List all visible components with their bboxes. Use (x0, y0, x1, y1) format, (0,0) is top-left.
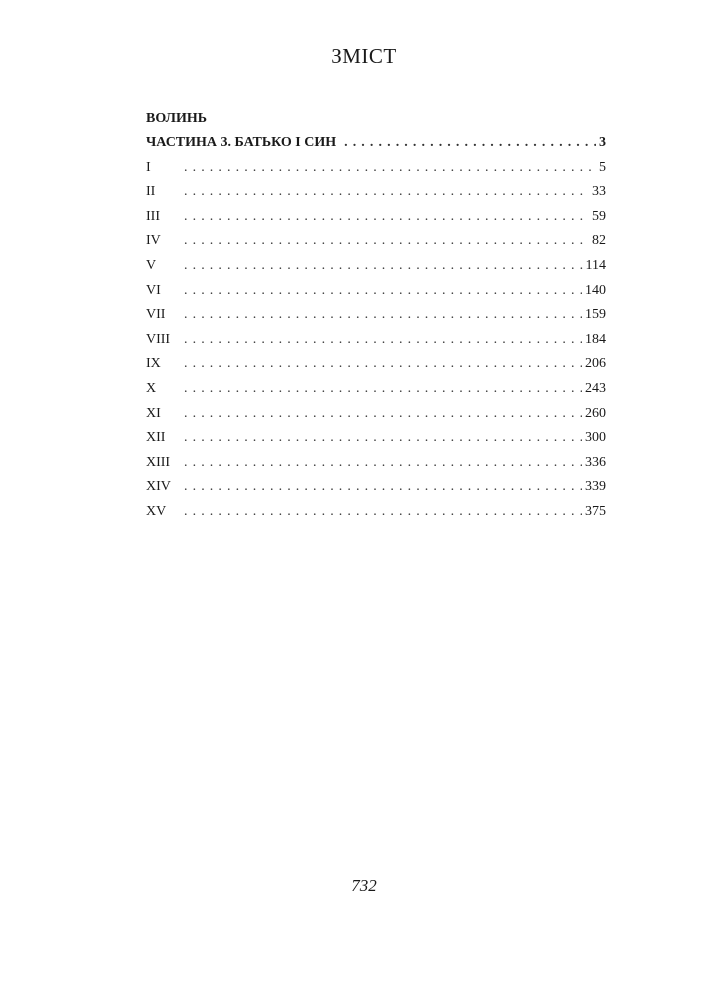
dot-leader (184, 303, 582, 328)
book-title: ВОЛИНЬ (146, 111, 207, 126)
dot-leader (184, 377, 582, 402)
toc-chapter-page: 82 (589, 229, 606, 254)
page-number: 732 (351, 876, 377, 895)
toc-chapter-label: I (146, 159, 151, 175)
toc-chapter-entry[interactable] (146, 402, 606, 427)
dot-leader (344, 131, 596, 156)
toc-chapter-page: 206 (582, 352, 606, 377)
toc-chapter-page: 114 (583, 254, 606, 279)
toc-chapter-page: 33 (589, 180, 606, 205)
toc-chapter-entry[interactable] (146, 279, 606, 304)
toc-part-entry[interactable] (146, 131, 606, 156)
dot-leader (184, 279, 582, 304)
dot-leader (184, 180, 589, 205)
toc-chapter-entry[interactable] (146, 180, 606, 205)
toc-chapter-label: II (146, 184, 156, 200)
toc-chapter-page: 375 (582, 500, 606, 525)
dot-leader (184, 500, 582, 525)
dot-leader (184, 475, 582, 500)
toc-chapter-entry[interactable] (146, 426, 606, 451)
toc-chapter-page: 159 (582, 303, 606, 328)
toc-chapter-label: X (146, 380, 157, 396)
toc-chapter-page: 336 (582, 451, 606, 476)
page-title: ЗМІСТ (331, 44, 397, 68)
toc-chapter-label: VI (146, 282, 161, 298)
toc-chapter-page: 260 (582, 402, 606, 427)
toc-chapter-entry[interactable] (146, 328, 606, 353)
toc-chapter-entry[interactable] (146, 156, 606, 181)
toc-chapter-entry[interactable] (146, 229, 606, 254)
toc-chapter-label: XII (146, 430, 166, 446)
table-of-contents (146, 106, 606, 525)
toc-chapter-page: 339 (582, 475, 606, 500)
dot-leader (184, 205, 589, 230)
toc-chapter-label: XI (146, 405, 161, 421)
dot-leader (184, 426, 582, 451)
dot-leader (184, 352, 582, 377)
toc-chapter-entry[interactable] (146, 500, 606, 525)
toc-chapter-label: V (146, 257, 157, 273)
chapter-list (146, 156, 606, 525)
toc-chapter-label: IV (146, 233, 161, 249)
toc-chapter-label: III (146, 208, 160, 224)
toc-chapter-entry[interactable] (146, 377, 606, 402)
dot-leader (184, 402, 582, 427)
toc-chapter-entry[interactable] (146, 303, 606, 328)
toc-chapter-page: 243 (582, 377, 606, 402)
toc-chapter-entry[interactable] (146, 352, 606, 377)
toc-chapter-label: IX (146, 356, 161, 372)
toc-chapter-page: 184 (582, 328, 606, 353)
toc-chapter-page: 300 (582, 426, 606, 451)
toc-chapter-label: XIII (146, 454, 171, 470)
toc-chapter-page: 140 (582, 279, 606, 304)
toc-chapter-label: VII (146, 307, 166, 323)
dot-leader (184, 451, 582, 476)
toc-chapter-entry[interactable] (146, 475, 606, 500)
toc-chapter-label: VIII (146, 331, 171, 347)
dot-leader (184, 229, 589, 254)
toc-chapter-page: 5 (596, 156, 606, 181)
toc-chapter-label: XV (146, 503, 167, 519)
toc-chapter-label: XIV (146, 479, 171, 495)
toc-chapter-entry[interactable] (146, 451, 606, 476)
toc-chapter-entry[interactable] (146, 205, 606, 230)
toc-chapter-entry[interactable] (146, 254, 606, 279)
toc-part-label: ЧАСТИНА 3. БАТЬКО І СИН (146, 135, 337, 150)
dot-leader (184, 328, 582, 353)
toc-part-page: 3 (596, 131, 606, 156)
dot-leader (184, 254, 583, 279)
toc-chapter-page: 59 (589, 205, 606, 230)
dot-leader (184, 156, 596, 181)
